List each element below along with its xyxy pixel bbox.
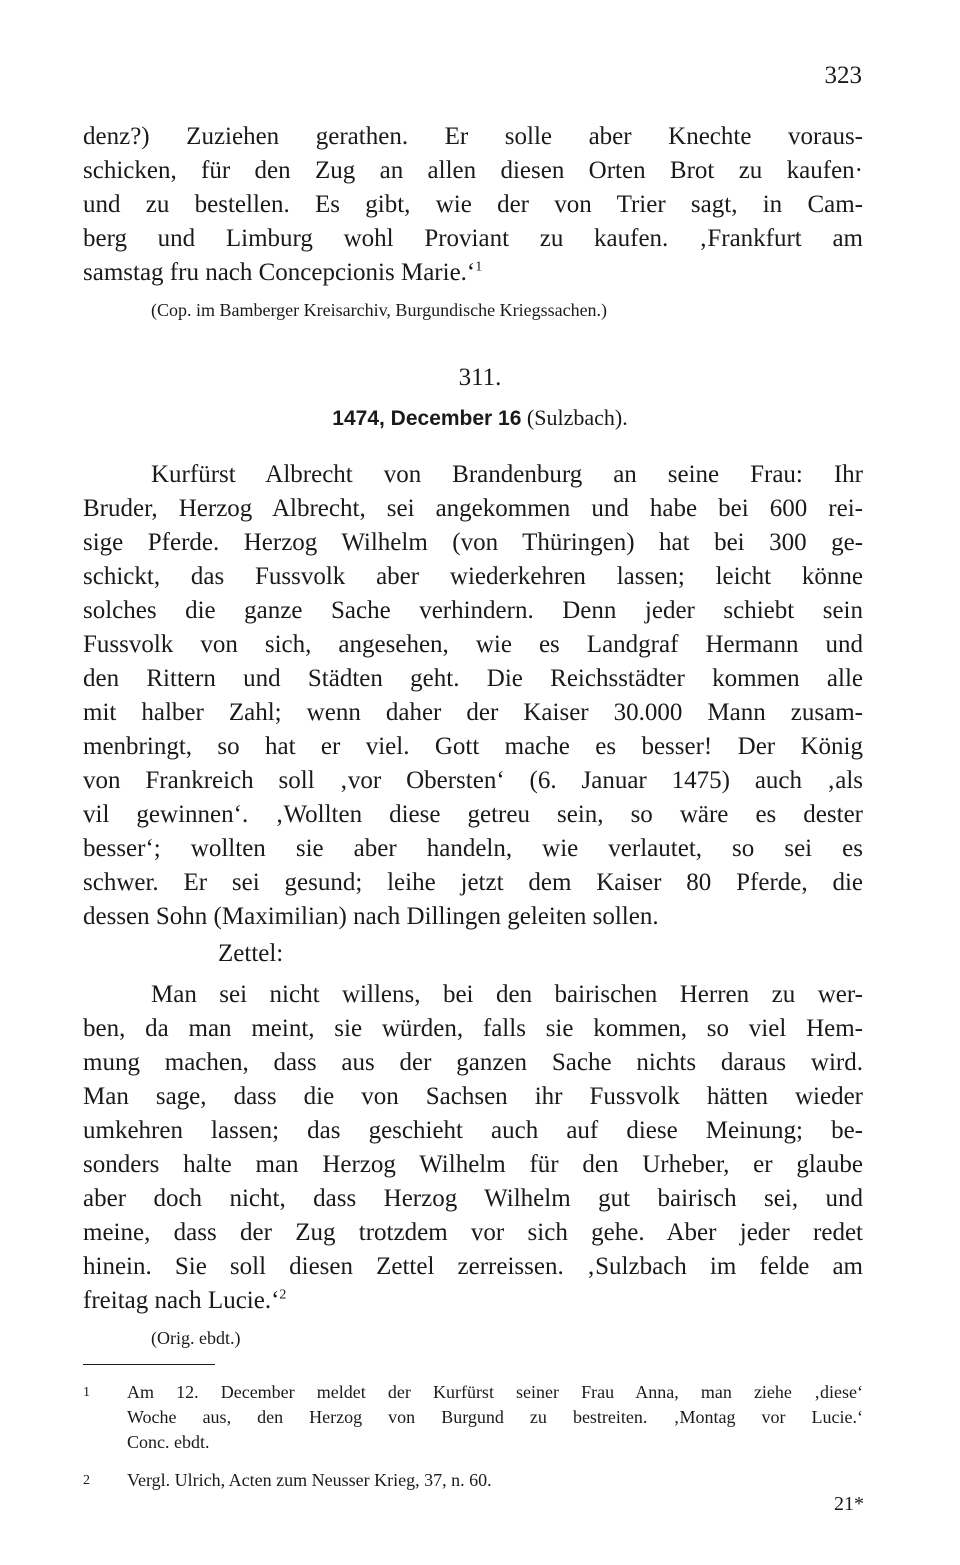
text-line (83, 1284, 863, 1318)
footnote-ref: 1 (475, 259, 483, 275)
text-line: Man sei nicht willens, bei den bairischen Herren zu wer- (151, 981, 863, 1008)
text-line: hinein. Sie soll diesen Zettel zerreissen. ‚Sulzbach im felde am (83, 1253, 863, 1280)
text-line: mit halber Zahl; wenn daher der Kaiser 30.000 Mann zusam- (83, 699, 863, 726)
footnote-ref: 2 (279, 1287, 287, 1303)
footnote-1 (83, 1380, 863, 1455)
source-citation: (Cop. im Bamberger Kreisarchiv, Burgundische Kriegssachen.) (151, 300, 608, 320)
footnote-mark: 2 (83, 1473, 90, 1488)
document-number: 311. (458, 364, 502, 391)
zettel-body (83, 978, 863, 1318)
footnote-2 (83, 1468, 863, 1493)
footnote-text: Vergl. Ulrich, Acten zum Neusser Krieg, 37, n. 60. (127, 1470, 492, 1490)
text-line: menbringt, so hat er viel. Gott mache es besser! Der König (83, 733, 863, 760)
text-line: Fussvolk von sich, angesehen, wie es Landgraf Hermann und (83, 631, 863, 658)
page-number: 323 (824, 62, 862, 89)
source-citation: (Orig. ebdt.) (151, 1328, 241, 1348)
signature-mark: 21* (834, 1493, 864, 1515)
text-line: umkehren lassen; das geschieht auch auf diese Meinung; be- (83, 1117, 863, 1144)
text-line: denz?) Zuziehen gerathen. Er solle aber Knechte voraus- (83, 123, 863, 150)
text-line: den Rittern und Städten geht. Die Reichsstädter kommen alle (83, 665, 863, 692)
document-date (0, 405, 960, 431)
text-line: solches die ganze Sache verhindern. Denn jeder schiebt sein (83, 597, 863, 624)
text-line: sonders halte man Herzog Wilhelm für den Urheber, er glaube (83, 1151, 863, 1178)
text-line: von Frankreich soll ‚vor Obersten‘ (6. Januar 1475) auch ‚als (83, 767, 863, 794)
text-line: mung machen, dass aus der ganzen Sache nichts daraus wird. (83, 1049, 863, 1076)
text-line: aber doch nicht, dass Herzog Wilhelm gut bairisch sei, und (83, 1185, 863, 1212)
text-line: schickt, das Fussvolk aber wiederkehren lassen; leicht könne (83, 563, 863, 590)
document-body (83, 458, 863, 934)
zettel-heading: Zettel: (218, 940, 284, 967)
footnote-mark: 1 (83, 1385, 90, 1400)
text-line: schwer. Er sei gesund; leihe jetzt dem Kaiser 80 Pferde, die (83, 869, 863, 896)
footnote-line (83, 1380, 863, 1405)
text-line: ben, da man meint, sie würden, falls sie kommen, so viel Hem- (83, 1015, 863, 1042)
footnote-divider (83, 1364, 215, 1365)
text-line: Bruder, Herzog Albrecht, sei angekommen und habe bei 600 rei- (83, 495, 863, 522)
text-line-content: freitag nach Lucie.‘ (83, 1287, 280, 1314)
text-line: dessen Sohn (Maximilian) nach Dillingen geleiten sollen. (83, 903, 659, 930)
text-line: besser‘; wollten sie aber handeln, wie verlautet, so sei es (83, 835, 863, 862)
text-line: Kurfürst Albrecht von Brandenburg an seine Frau: Ihr (151, 461, 863, 488)
text-line-content: samstag fru nach Concepcionis Marie.‘ (83, 259, 476, 286)
text-line: und zu bestellen. Es gibt, wie der von Trier sagt, in Cam- (83, 191, 863, 218)
footnote-line (83, 1468, 863, 1493)
text-line: schicken, für den Zug an allen diesen Orten Brot zu kaufen· (83, 157, 863, 184)
text-line: meine, dass der Zug trotzdem vor sich gehe. Aber jeder redet (83, 1219, 863, 1246)
text-line: Man sage, dass die von Sachsen ihr Fussvolk hätten wieder (83, 1083, 863, 1110)
intro-paragraph (83, 120, 863, 290)
document-date-bold: 1474, December 16 (332, 407, 522, 430)
text-line (83, 256, 863, 290)
footnote-line: Conc. ebdt. (127, 1432, 210, 1452)
footnote-line: Woche aus, den Herzog von Burgund zu bestreiten. ‚Montag vor Lucie.‘ (127, 1407, 863, 1427)
text-line: berg und Limburg wohl Proviant zu kaufen. ‚Frankfurt am (83, 225, 863, 252)
text-line: vil gewinnen‘. ‚Wollten diese getreu sein, so wäre es dester (83, 801, 863, 828)
document-date-place: (Sulzbach). (526, 405, 628, 430)
text-line: sige Pferde. Herzog Wilhelm (von Thüringen) hat bei 300 ge- (83, 529, 863, 556)
footnote-text: Am 12. December meldet der Kurfürst seiner Frau Anna, man ziehe ‚diese‘ (127, 1382, 863, 1402)
